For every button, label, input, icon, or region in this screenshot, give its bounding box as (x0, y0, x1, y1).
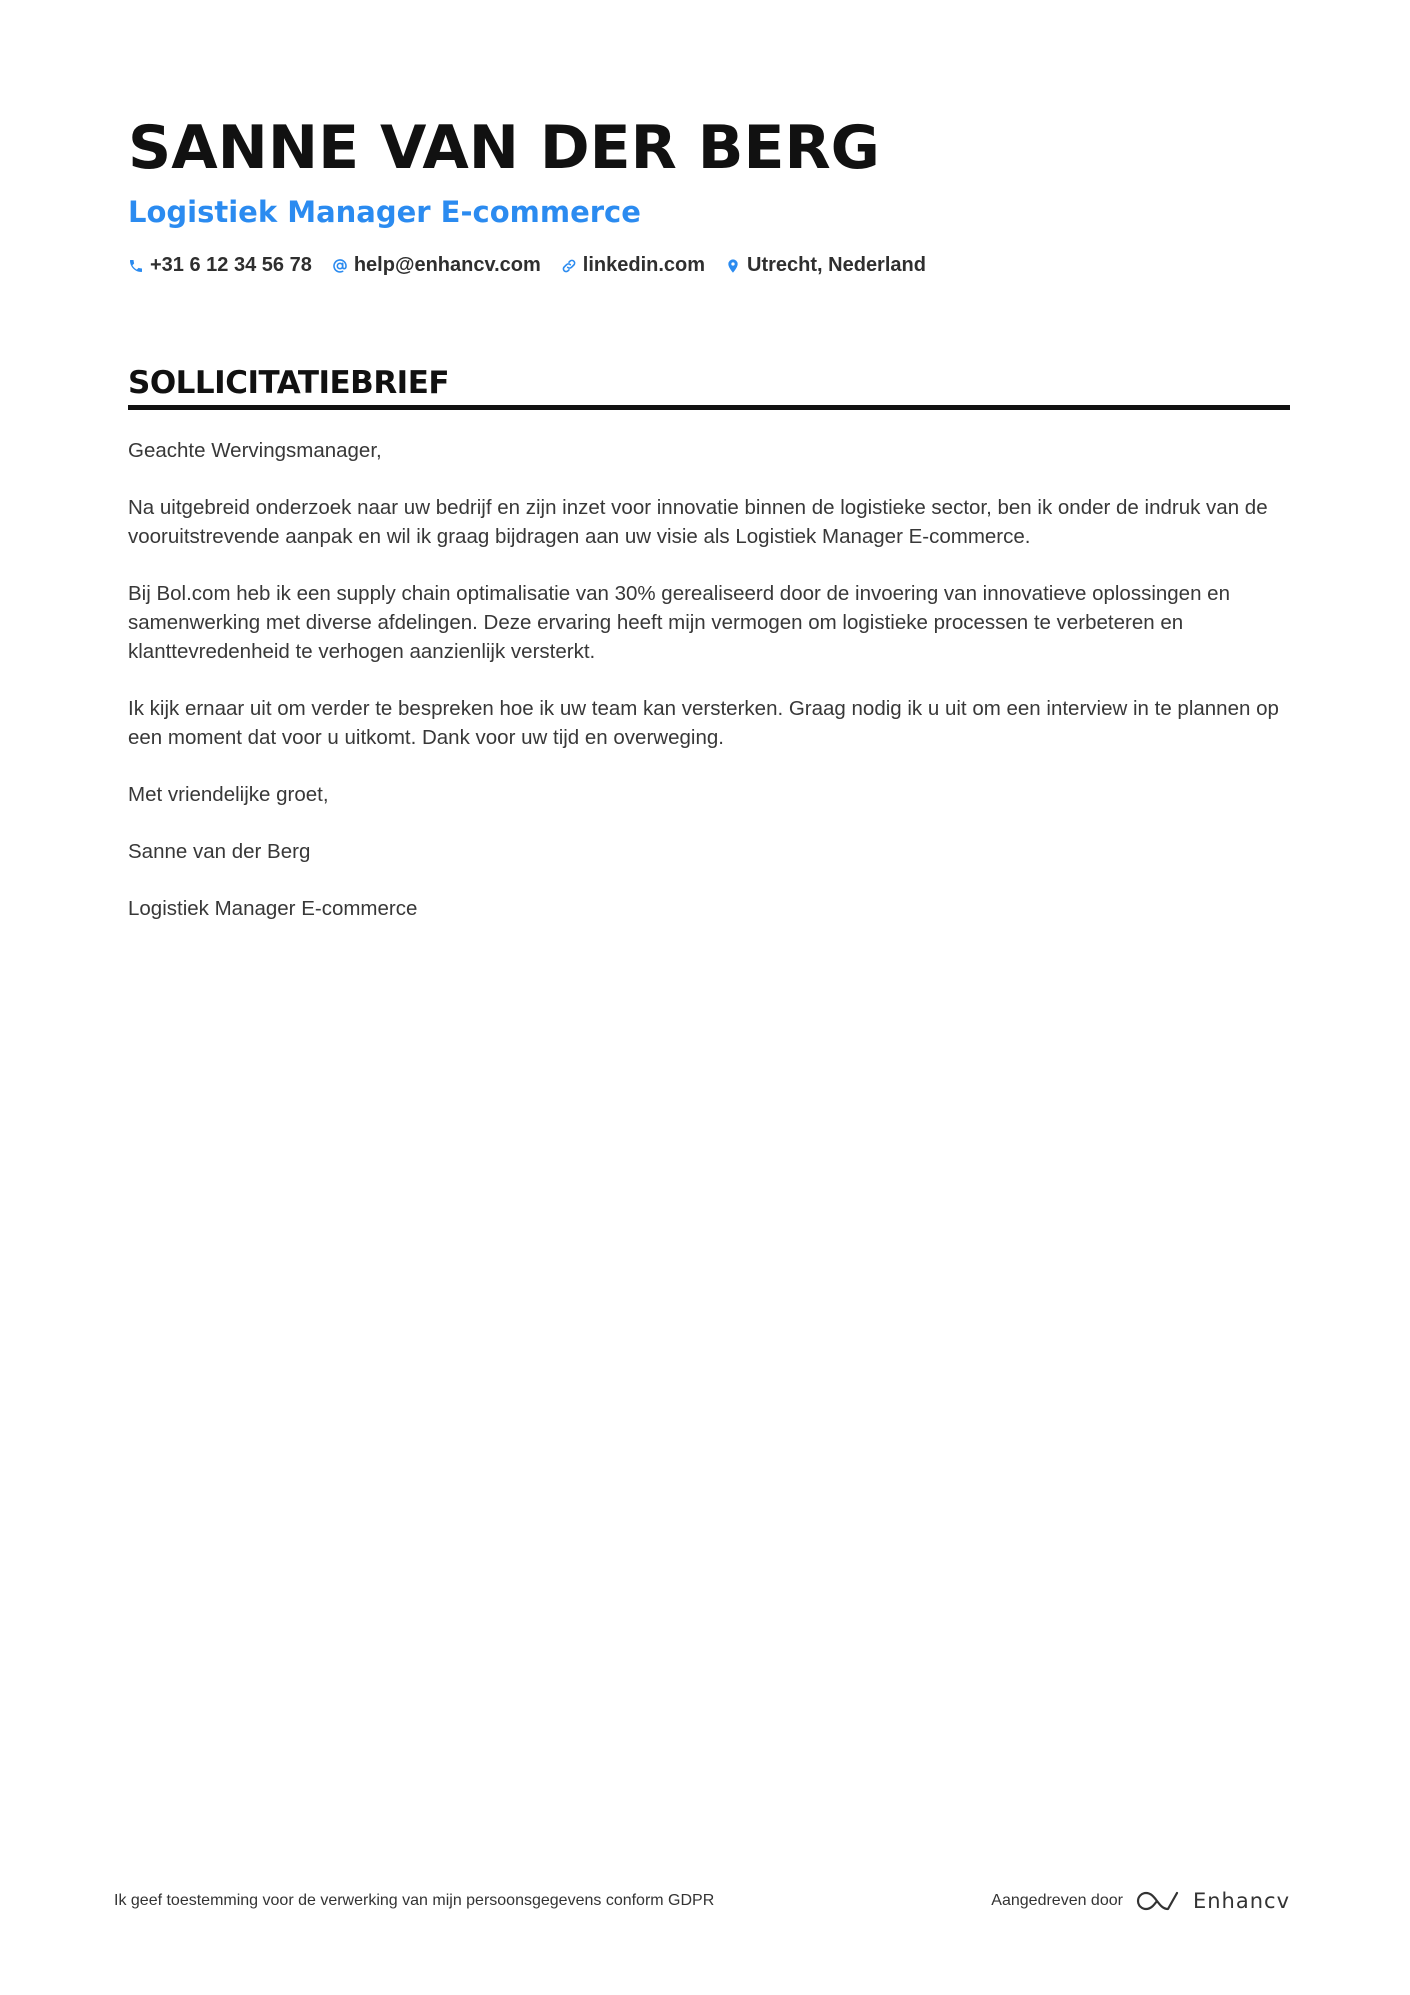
letter-paragraph: Na uitgebreid onderzoek naar uw bedrijf en zijn inzet voor innovatie binnen de logistieke sector, ben ik onder de indruk van de vooruitstrevende aanpak en wil ik graag bijdragen aan uw visie als Logistiek Manager E-commerce. (128, 496, 1268, 548)
brand-name: Enhancv (1192, 1889, 1290, 1913)
candidate-title: Logistiek Manager E-commerce (128, 195, 641, 229)
cover-letter-page (128, 110, 1290, 951)
enhancv-logo-icon (1135, 1888, 1181, 1914)
at-icon (332, 258, 348, 274)
powered-by[interactable] (991, 1888, 1290, 1914)
contact-bar (128, 254, 1290, 277)
signature-name: Sanne van der Berg (128, 840, 311, 863)
letter-body (128, 436, 1290, 923)
contact-website[interactable] (561, 254, 705, 277)
email-address: help@enhancv.com (353, 254, 541, 276)
phone-icon (128, 258, 144, 274)
powered-by-label: Aangedreven door (991, 1892, 1123, 1909)
gdpr-consent: Ik geef toestemming voor de verwerking van mijn persoonsgegevens conform GDPR (114, 1892, 715, 1909)
location-text: Utrecht, Nederland (747, 254, 926, 276)
location-pin-icon (725, 258, 741, 274)
cover-letter-section (128, 363, 1290, 923)
contact-location (725, 254, 926, 277)
page-footer (114, 1888, 1290, 1914)
letter-paragraph: Bij Bol.com heb ik een supply chain optimalisatie van 30% gerealiseerd door de invoering van innovatieve oplossingen en samenwerking met diverse afdelingen. Deze ervaring heeft mijn vermogen om logistieke processen te verbeteren en klanttevredenheid te verhogen aanzienlijk versterkt. (128, 582, 1230, 663)
candidate-name: SANNE VAN DER BERG (128, 113, 880, 183)
link-icon (561, 258, 577, 274)
phone-number: +31 6 12 34 56 78 (150, 254, 312, 276)
signature-title: Logistiek Manager E-commerce (128, 897, 418, 920)
contact-phone[interactable] (128, 254, 312, 277)
letter-greeting: Geachte Wervingsmanager, (128, 439, 382, 462)
section-title: SOLLICITATIEBRIEF (128, 363, 1290, 410)
contact-email[interactable] (332, 254, 541, 277)
website-link: linkedin.com (582, 254, 706, 276)
letter-paragraph: Ik kijk ernaar uit om verder te bespreken hoe ik uw team kan versterken. Graag nodig ik u uit om een interview in te plannen op een moment dat voor u uitkomt. Dank voor uw tijd en overweging. (128, 697, 1279, 749)
letter-closing: Met vriendelijke groet, (128, 783, 329, 806)
